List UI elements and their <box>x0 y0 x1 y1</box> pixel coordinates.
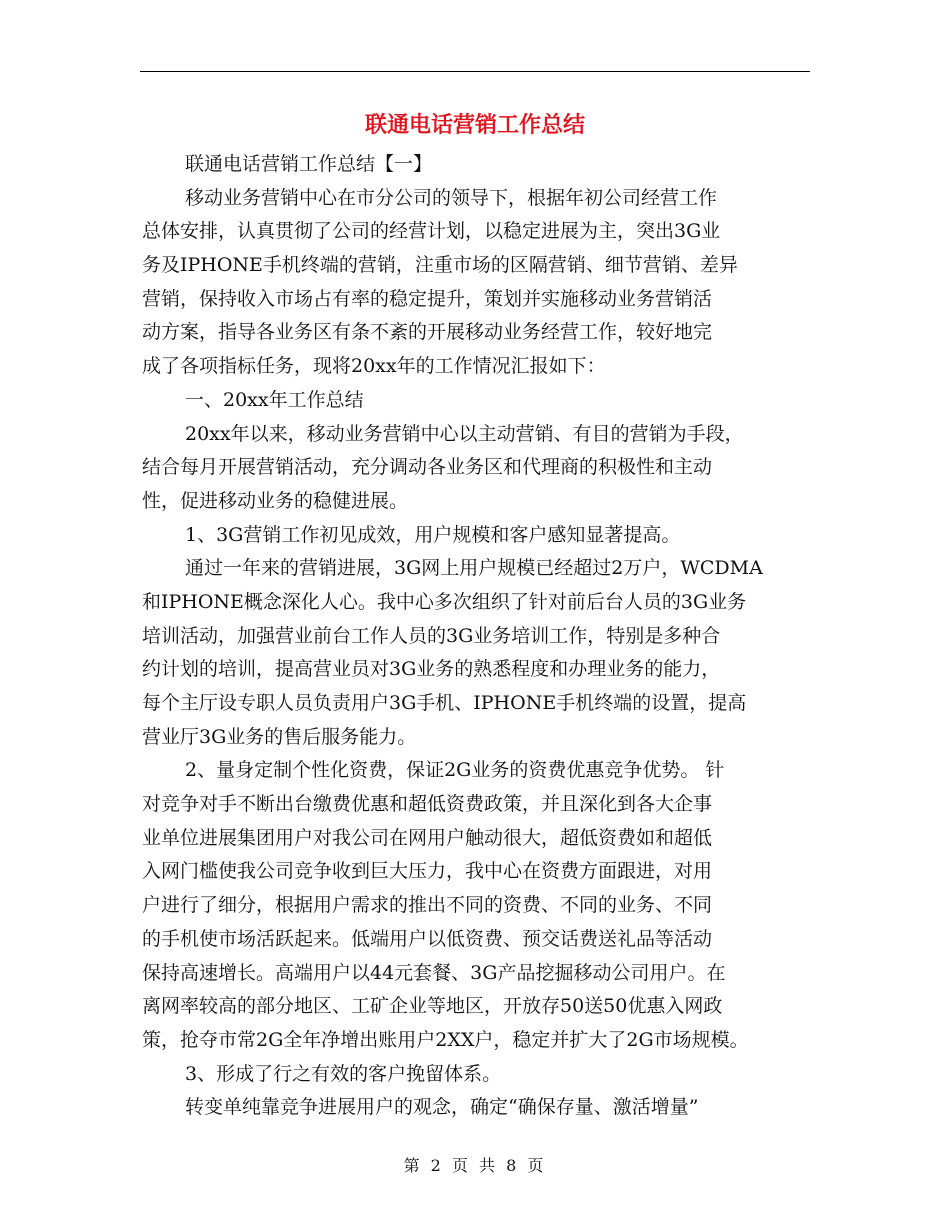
paragraph-line: 性，促进移动业务的稳健进展。 <box>142 489 409 512</box>
paragraph-line: 20xx年以来，移动业务营销中心以主动营销、有目的营销为手段， <box>185 422 744 445</box>
paragraph-line: 保持高速增长。高端用户以44元套餐、3G产品挖掘移动公司用户。在 <box>142 961 726 984</box>
document-title: 联通电话营销工作总结 <box>364 113 585 138</box>
paragraph-line: 业单位进展集团用户对我公司在网用户触动很大，超低资费如和超低 <box>142 826 713 849</box>
paragraph-line: 一、20xx年工作总结 <box>185 388 364 411</box>
paragraph-line: 1、3G营销工作初见成效，用户规模和客户感知显著提高。 <box>185 523 681 546</box>
paragraph-line: 离网率较高的部分地区、工矿企业等地区，开放存50送50优惠入网政 <box>142 995 723 1018</box>
header-rule <box>140 71 810 72</box>
paragraph-line: 的手机使市场活跃起来。低端用户以低资费、预交话费送礼品等活动 <box>142 927 713 950</box>
paragraph-line: 培训活动，加强营业前台工作人员的3G业务培训工作，特别是多种合 <box>142 624 721 647</box>
paragraph-line: 成了各项指标任务，现将20xx年的工作情况汇报如下： <box>142 355 606 378</box>
paragraph-line: 约计划的培训，提高营业员对3G业务的熟悉程度和办理业务的能力， <box>142 658 721 681</box>
paragraph-line: 联通电话营销工作总结【一】 <box>185 153 433 175</box>
paragraph-line: 3、形成了行之有效的客户挽留体系。 <box>185 1062 502 1085</box>
paragraph-line: 策，抢夺市常2G全年净增出账用户2XX户，稳定并扩大了2G市场规模。 <box>142 1028 749 1051</box>
page-footer: 第 2 页 共 8 页 <box>403 1156 547 1175</box>
paragraph-line: 通过一年来的营销进展，3G网上用户规模已经超过2万户，WCDMA <box>185 557 763 580</box>
paragraph-line: 务及IPHONE手机终端的营销，注重市场的区隔营销、细节营销、差异 <box>142 254 738 277</box>
paragraph-line: 移动业务营销中心在市分公司的领导下，根据年初公司经营工作 <box>185 186 718 209</box>
paragraph-line: 对竞争对手不断出台缴费优惠和超低资费政策，并且深化到各大企事 <box>142 793 713 816</box>
paragraph-line: 营销，保持收入市场占有率的稳定提升，策划并实施移动业务营销活 <box>142 287 713 310</box>
paragraph-line: 转变单纯靠竞争进展用户的观念，确定“确保存量、激活增量” <box>185 1096 699 1119</box>
paragraph-line: 入网门槛使我公司竞争收到巨大压力，我中心在资费方面跟进，对用 <box>142 860 713 883</box>
paragraph-line: 总体安排，认真贯彻了公司的经营计划，以稳定进展为主，突出3G业 <box>142 220 721 243</box>
paragraph-line: 和IPHONE概念深化人心。我中心多次组织了针对前后台人员的3G业务 <box>142 590 747 613</box>
document-body <box>142 148 817 1125</box>
paragraph-line: 2、量身定制个性化资费，保证2G业务的资费优惠竞争优势。 针 <box>185 759 725 782</box>
paragraph-line: 动方案，指导各业务区有条不紊的开展移动业务经营工作，较好地完 <box>142 321 713 344</box>
paragraph-line: 每个主厅设专职人员负责用户3G手机、IPHONE手机终端的设置，提高 <box>142 692 747 714</box>
paragraph-line: 营业厅3G业务的售后服务能力。 <box>142 725 417 748</box>
paragraph-line: 结合每月开展营销活动，充分调动各业务区和代理商的积极性和主动 <box>142 456 713 479</box>
paragraph-line: 户进行了细分，根据用户需求的推出不同的资费、不同的业务、不同 <box>142 894 713 917</box>
